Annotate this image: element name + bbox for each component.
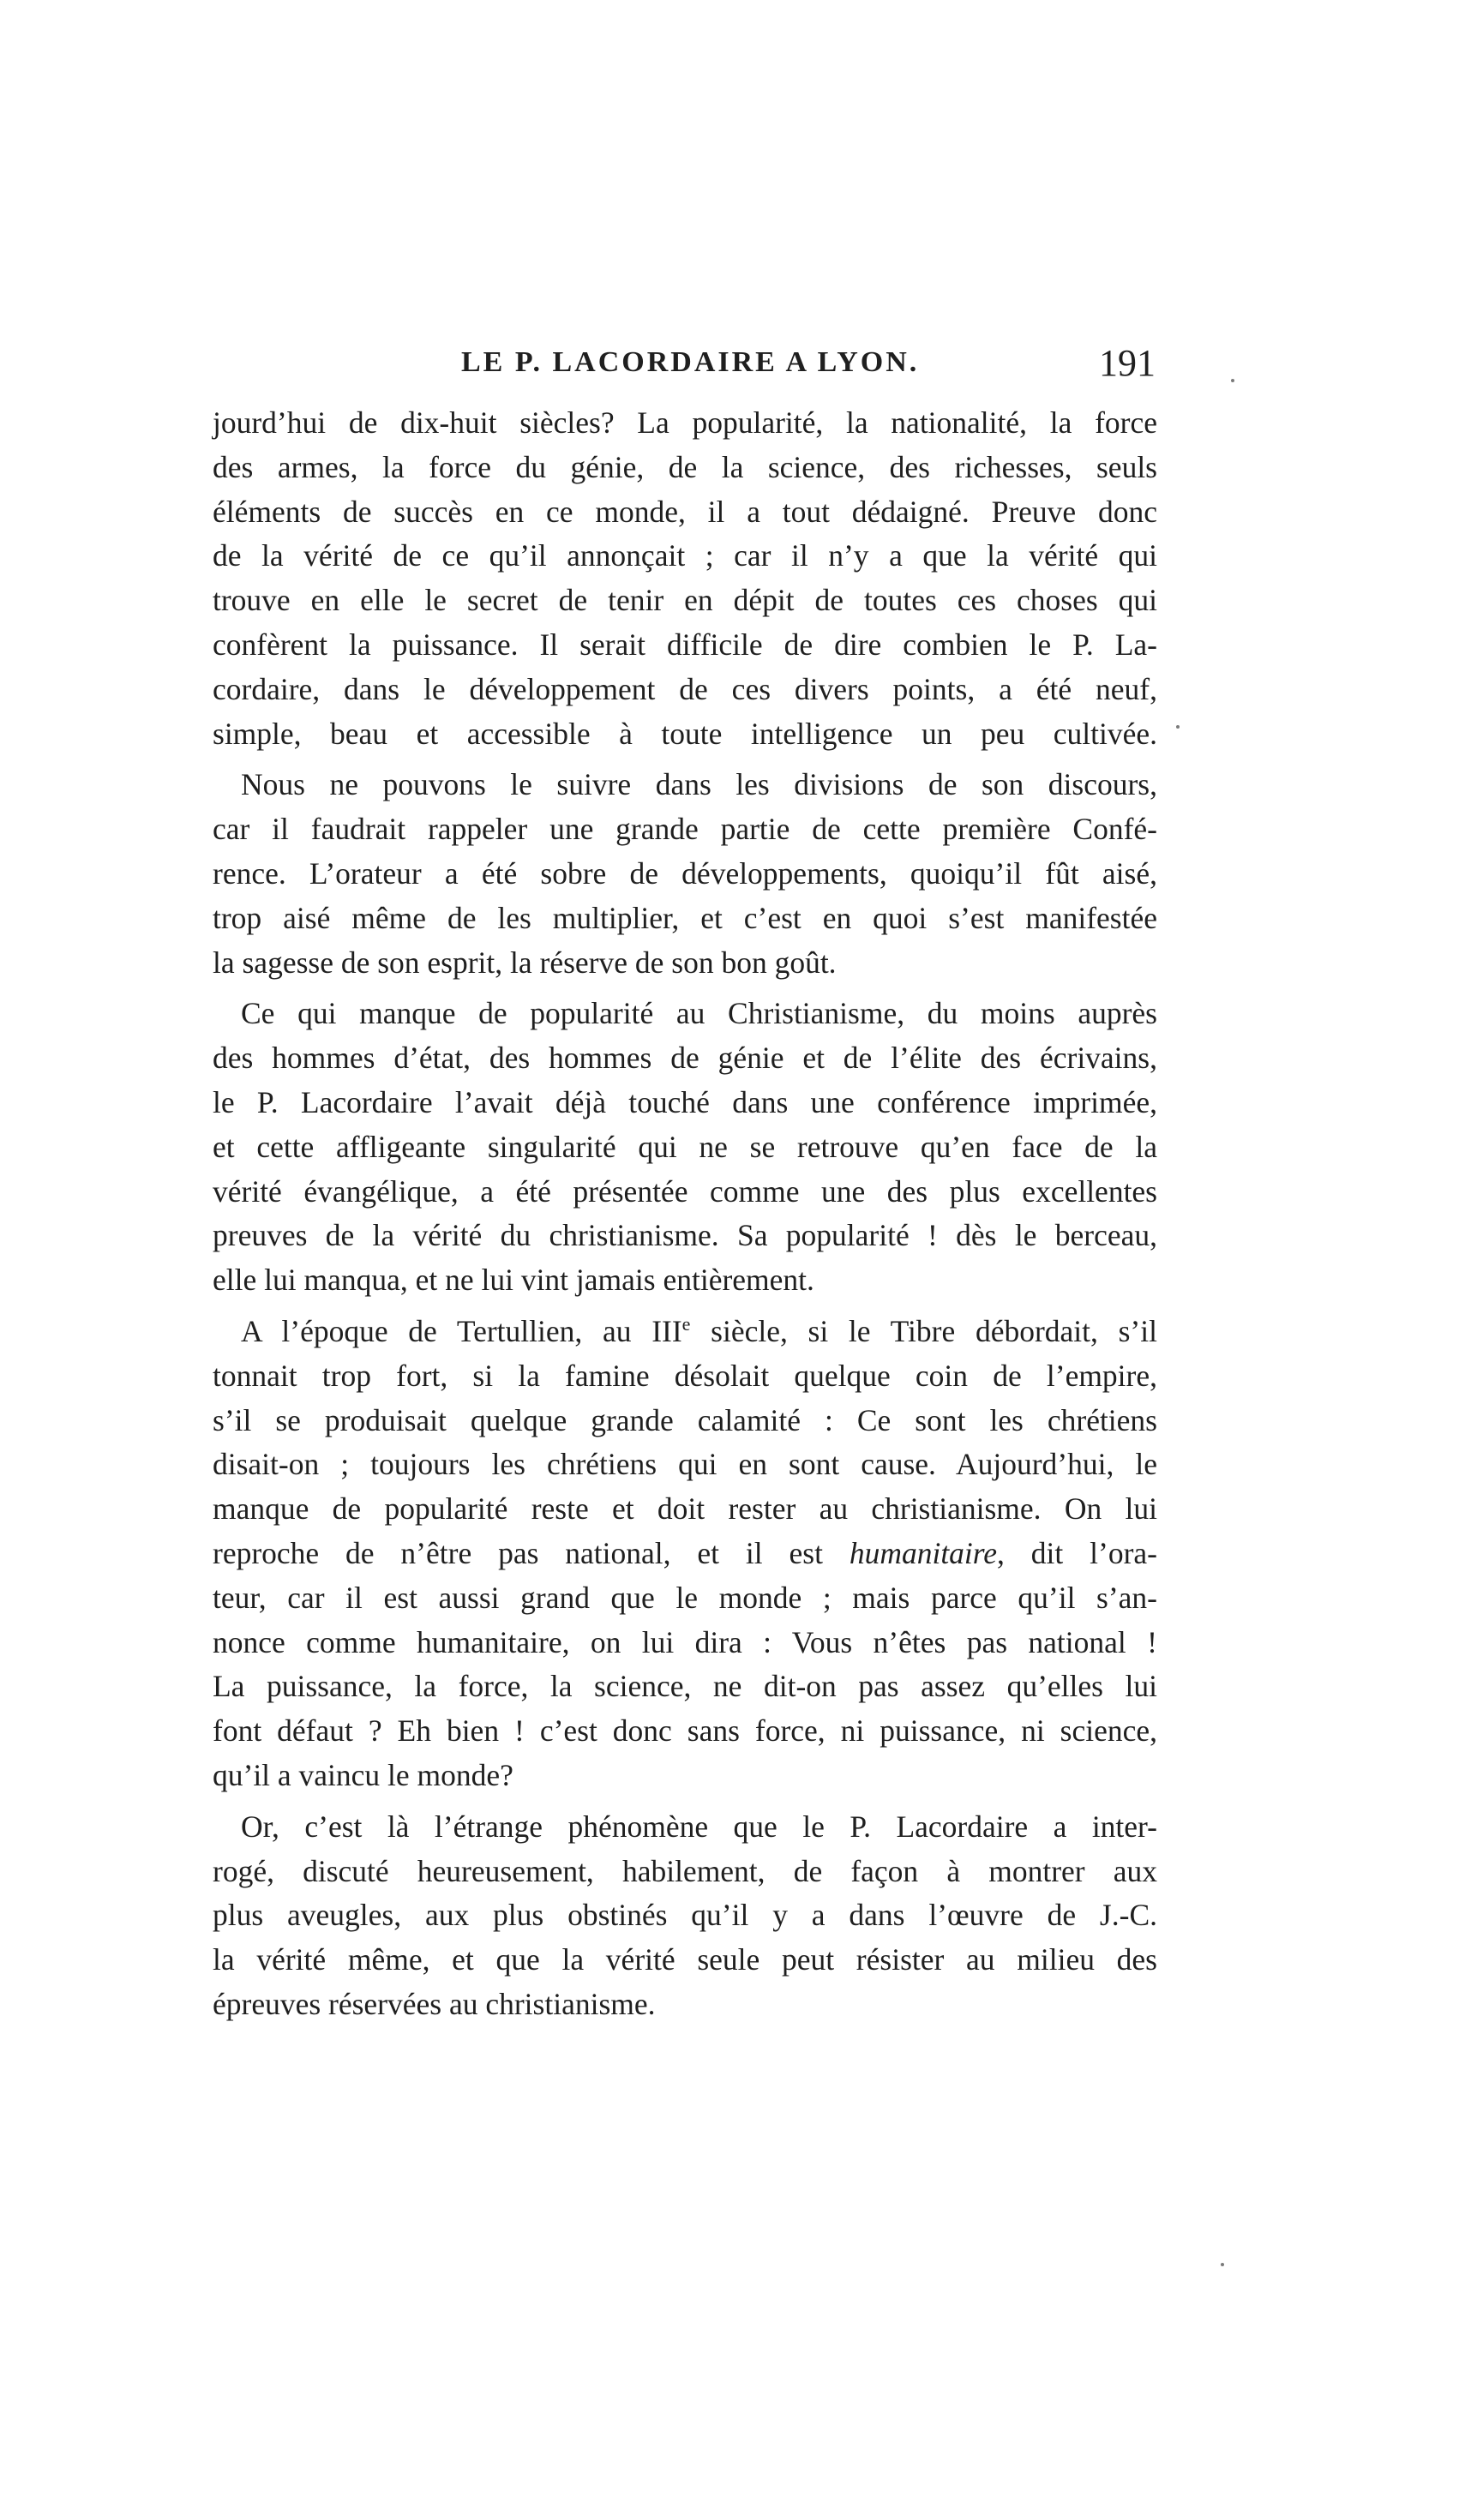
text-line: et cette affligeante singularité qui ne se retrouve qu’en face de la (213, 1129, 1157, 1164)
text-line: trouve en elle le secret de tenir en dépit de toutes ces choses qui (213, 583, 1157, 618)
text-line: jourd’hui de dix-huit siècles? La popularité, la nationalité, la force (213, 405, 1157, 440)
text-line: trop aisé même de les multiplier, et c’est en quoi s’est manifestée (213, 900, 1157, 935)
text-line: le P. Lacordaire l’avait déjà touché dans une conférence imprimée, (213, 1084, 1157, 1119)
text-line: teur, car il est aussi grand que le monde ; mais parce qu’il s’an- (213, 1580, 1157, 1615)
text-line: des hommes d’état, des hommes de génie et de l’élite des écrivains, (213, 1041, 1157, 1076)
text-line: la vérité même, et que la vérité seule peut résister au milieu des (213, 1942, 1157, 1977)
text-line: épreuves réservées au christianisme. (213, 1986, 656, 2021)
superscript: e (681, 1313, 691, 1335)
text-line: de la vérité de ce qu’il annonçait ; car il n’y a que la vérité qui (213, 538, 1157, 573)
text-line: plus aveugles, aux plus obstinés qu’il y a dans l’œuvre de J.-C. (213, 1898, 1157, 1933)
running-head: LE P. LACORDAIRE A LYON. (461, 346, 920, 378)
text-line: Or, c’est là l’étrange phénomène que le P. Lacordaire a inter- (241, 1809, 1157, 1844)
paper-speck (1231, 379, 1234, 382)
text-segment: , dit l’ora- (997, 1535, 1157, 1570)
text-line: rogé, discuté heureusement, habilement, de façon à montrer aux (213, 1853, 1157, 1888)
paper-speck (1176, 725, 1180, 729)
text-line: La puissance, la force, la science, ne dit-on pas assez qu’elles lui (213, 1669, 1157, 1704)
text-line: disait-on ; toujours les chrétiens qui en sont cause. Aujourd’hui, le (213, 1447, 1157, 1482)
emphasis: humanitaire (849, 1535, 998, 1570)
body-text (213, 401, 1157, 2027)
text-segment: A l’époque de Tertullien, au III (241, 1313, 682, 1348)
text-line: preuves de la vérité du christianisme. Sa popularité ! dès le berceau, (213, 1218, 1157, 1253)
text-line: elle lui manqua, et ne lui vint jamais entièrement. (213, 1263, 814, 1298)
text-line: Ce qui manque de popularité au Christianisme, du moins auprès (241, 996, 1157, 1031)
text-line: vérité évangélique, a été présentée comme une des plus excellentes (213, 1173, 1157, 1209)
page-number: 191 (1099, 342, 1156, 384)
text-line: confèrent la puissance. Il serait difficile de dire combien le P. La- (213, 627, 1157, 662)
text-line: rence. L’orateur a été sobre de développements, quoiqu’il fût aisé, (213, 855, 1157, 891)
text-line: qu’il a vaincu le monde? (213, 1757, 513, 1792)
text-line (213, 1532, 1157, 1576)
text-line: nonce comme humanitaire, on lui dira : Vous n’êtes pas national ! (213, 1624, 1157, 1659)
text-line: la sagesse de son esprit, la réserve de son bon goût. (213, 945, 837, 980)
text-line: Nous ne pouvons le suivre dans les divisions de son discours, (241, 767, 1157, 802)
text-line: car il faudrait rappeler une grande partie de cette première Confé- (213, 812, 1157, 847)
text-line: cordaire, dans le développement de ces divers points, a été neuf, (213, 671, 1157, 706)
page-header (213, 341, 1156, 393)
text-line: s’il se produisait quelque grande calamité : Ce sont les chrétiens (213, 1402, 1157, 1437)
text-line: simple, beau et accessible à toute intelligence un peu cultivée. (213, 716, 1157, 751)
text-segment: siècle, si le Tibre débordait, s’il (690, 1313, 1157, 1348)
text-line: manque de popularité reste et doit rester au christianisme. On lui (213, 1491, 1157, 1527)
text-line: tonnait trop fort, si la famine désolait quelque coin de l’empire, (213, 1358, 1157, 1393)
text-segment: reproche de n’être pas national, et il est (213, 1535, 850, 1570)
paper-speck (1221, 2263, 1224, 2266)
text-line: des armes, la force du génie, de la science, des richesses, seuls (213, 449, 1157, 484)
text-line: éléments de succès en ce monde, il a tout dédaigné. Preuve donc (213, 494, 1157, 529)
text-line: font défaut ? Eh bien ! c’est donc sans force, ni puissance, ni science, (213, 1713, 1157, 1749)
text-line (213, 1310, 1157, 1354)
